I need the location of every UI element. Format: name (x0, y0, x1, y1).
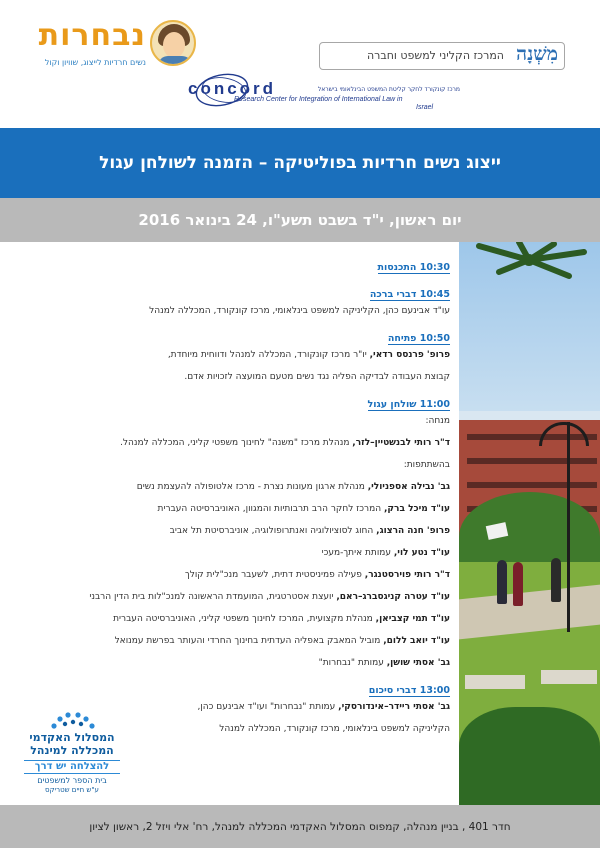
program-line: עו"ד תמי קצביאן, מנהלת מקצועית, המרכז לחינוך משפטי קליני, האוניברסיטה העברית (113, 614, 450, 624)
program-line: ד"ר רותי לבנשטיין–לזר, מנהלת מרכז "משנה" לחינוך משפטי קליני, המכללה למנהל. (120, 438, 450, 448)
nivcharot-logo (8, 20, 198, 75)
event-title: ייצוג נשים חרדיות בפוליטיקה – הזמנה לשולחן עגול (99, 153, 501, 173)
program-item (30, 333, 450, 388)
venue-address: חדר 401 , בניין מנהלה, קמפוס המסלול האקדמי המכללה למנהל, רח' אלי ויזל 2, ראשון לציון (89, 820, 511, 833)
program-line: עו"ד עטרה קניגסברג–ראם, יועצת אסטרטגית, המועמדת הראשונה למנכ"לות בית הדין הרבני (89, 592, 450, 602)
concord-english-subtitle-2: Israel (416, 104, 434, 111)
dots-arc-icon (48, 710, 98, 730)
program-line: גב' נבילה אספניולי, מנהלת ארגון מעונות נצרת - מרכז אלטופולה להעצמת נשים (136, 482, 450, 492)
program-line: פרופ' פרנסס רדאי, יו"ר מרכז קונקורד, המכללה למנהל ודווחית מיוחדת, (167, 350, 450, 360)
program-line: גב' אסתי ריידר–אינדורסקי, עמותת "נבחרות" ועו"ד אבינעם כהן, (197, 702, 450, 712)
venue-footer (0, 805, 600, 848)
program-line: עו"ד נטע לוי, עמותת איתך-מעכי (321, 548, 450, 558)
program-time: 10:30 התכנסות (377, 262, 450, 273)
title-banner (0, 128, 600, 198)
academic-slogan: להצלחה יש דרך (24, 760, 120, 774)
concord-hebrew-subtitle: מרכז קונקורד לחקר קליטת המשפט הבינלאומי בישראל (317, 86, 460, 93)
program-item (30, 289, 450, 322)
program-time: 13:00 דברי סיכום (368, 685, 450, 696)
program-line: פרופ' חנה הרצוג, החוג לסוציולוגיה ואנתרופולוגיה, אוניברסיטת תל אביב (169, 526, 450, 536)
program-line: עו"ד יואב ללום, מוביל המאבק באפליה העדתית בחינוך החרדי והעותר בפרשת עמנואל (114, 636, 450, 646)
concord-logo (186, 70, 460, 118)
mishna-subtitle: המרכז הקליני למשפט וחברה (366, 49, 504, 62)
academic-school-dedication: ע"ש חיים שטריקס (45, 786, 99, 794)
academic-line-1: המסלול האקדמי (29, 731, 115, 744)
program-item (30, 262, 450, 273)
program-time: 10:50 פתיחה (387, 333, 450, 344)
mishna-wordmark: מִשְׁנָה (516, 43, 558, 65)
program-line: עו"ד אבינעם כהן, הקליניקה למשפט בינלאומי, מרכז קונקורד, המכללה למנהל (149, 306, 450, 316)
academic-school: בית הספר למשפטים (37, 776, 107, 785)
concord-wordmark: concord (188, 79, 277, 98)
program-line: מנחה: (425, 416, 450, 426)
nivcharot-tagline: נשים חרדיות לייצוג, שוויון וקול (44, 58, 146, 67)
program-time: 10:45 דברי ברכה (369, 289, 450, 300)
program-line: עו"ד מיכל ברק, המרכז לחקר הרב תרבותיות והמגוון, האוניברסיטה העברית (157, 504, 450, 514)
program-time: 11:00 שולחן עגול (367, 399, 450, 410)
program-schedule (30, 262, 450, 740)
concord-english-subtitle: Research Center for Integration of International Law in (234, 96, 403, 103)
program-line: הקליניקה למשפט בינלאומי, מרכז קונקורד, המכללה למנהל (219, 724, 450, 734)
date-banner (0, 198, 600, 242)
campus-photo (459, 242, 600, 805)
woman-portrait-icon (150, 20, 196, 66)
mishna-logo (319, 42, 565, 70)
palm-tree-icon (459, 242, 600, 292)
academic-line-2: המכללה למינהל (30, 744, 114, 757)
program-line: בהשתתפות: (403, 460, 450, 470)
program-line: ד"ר רותי פוירסטנגר, פעילה פמיניסטית דתית, לשעבר מנכ"לית קולך (184, 570, 450, 580)
program-line: קבוצת העבודה לבדיקה הפליה נגד נשים מטעם המועצה לזכויות אדם. (184, 372, 450, 382)
event-date: יום ראשון, י"ד בשבט תשע"ו, 24 בינואר 2016 (138, 211, 462, 229)
nivcharot-wordmark: נבחרות (38, 18, 146, 53)
header-logos (0, 0, 600, 128)
academic-college-logo (18, 708, 126, 794)
program-item (30, 399, 450, 674)
program-line: גב' אסתי שושן, עמותת "נבחרות" (318, 658, 450, 668)
